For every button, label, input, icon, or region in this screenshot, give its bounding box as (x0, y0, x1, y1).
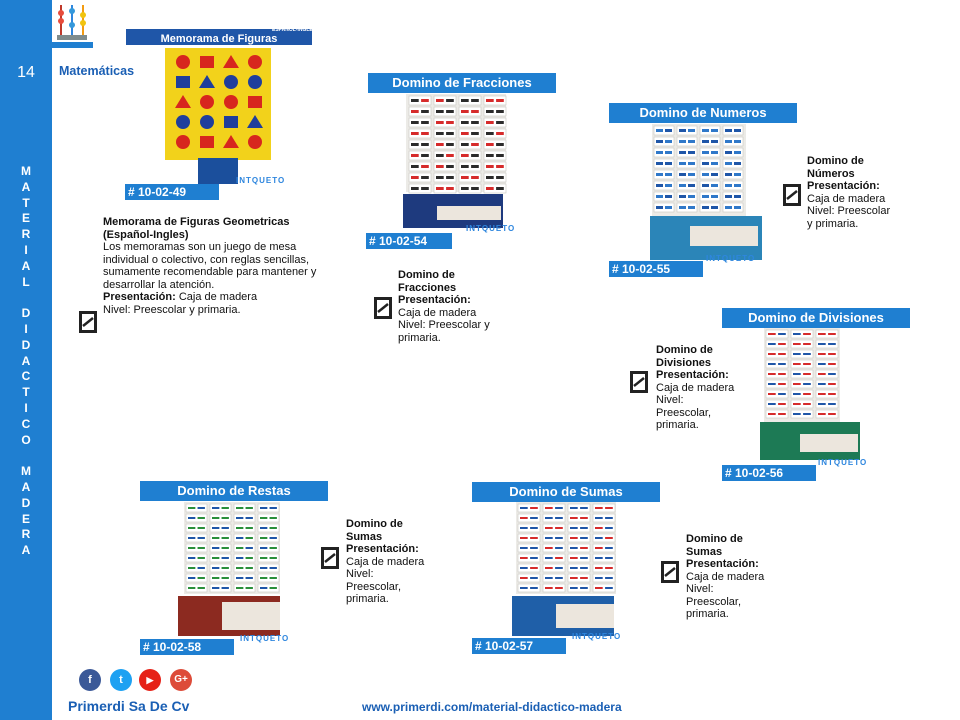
book-icon (78, 310, 98, 334)
side-letter: L (22, 274, 30, 289)
side-letter: A (21, 543, 31, 558)
book-icon (629, 370, 649, 394)
book-icon (320, 546, 340, 570)
fracciones-image (403, 94, 560, 234)
side-letter: D (21, 495, 31, 510)
fracciones-title: Domino de Fracciones (368, 73, 556, 93)
side-letter: R (21, 227, 31, 242)
sumas-image (512, 502, 662, 642)
numeros-description: Domino de Números Presentación: Caja de madera Nivel: Preescolar y primaria. (807, 155, 891, 230)
divisiones-title: Domino de Divisiones (722, 308, 910, 328)
memorama-code: # 10-02-49 (125, 184, 219, 200)
restas-brand: INTQUETO (240, 634, 290, 643)
side-letter: T (22, 385, 30, 400)
side-letter: A (21, 353, 31, 368)
facebook-icon[interactable]: f (79, 669, 101, 691)
memorama-brand: INTQUETO (236, 176, 286, 185)
side-letter: C (21, 369, 31, 384)
sumas-description: Domino de Sumas Presentación: Caja de madera Nivel: Preescolar, primaria. (686, 533, 765, 620)
numeros-code: # 10-02-55 (609, 261, 703, 277)
side-letter: A (21, 479, 31, 494)
side-letter: C (21, 416, 31, 431)
book-icon (782, 183, 802, 207)
side-letter: M (21, 464, 31, 479)
memorama-title: Memorama de Figuras (125, 28, 313, 46)
numeros-image (650, 124, 800, 264)
fracciones-description: Domino de Fracciones Presentación: Caja de madera Nivel: Preescolar y primaria. (398, 269, 490, 344)
memorama-image (165, 48, 313, 184)
numeros-brand: INTQUETO (706, 254, 756, 263)
side-letter (24, 290, 27, 306)
side-vertical-title (0, 164, 52, 559)
sumas-title: Domino de Sumas (472, 482, 660, 502)
side-letter: T (22, 195, 30, 210)
side-letter: R (21, 527, 31, 542)
side-letter: I (24, 242, 28, 257)
memorama-header-sub: ESPAÑOL-INGLES (272, 27, 317, 33)
page-number: 14 (17, 64, 35, 81)
side-letter: E (21, 211, 30, 226)
divisiones-code: # 10-02-56 (722, 465, 816, 481)
book-icon (373, 296, 393, 320)
restas-title: Domino de Restas (140, 481, 328, 501)
side-letter: I (24, 321, 28, 336)
sumas-code: # 10-02-57 (472, 638, 566, 654)
primerdi-logo[interactable] (52, 0, 93, 48)
side-letter: M (21, 164, 31, 178)
restas-image (178, 502, 328, 642)
abacus-logo-icon (57, 3, 87, 41)
restas-description: Domino de Sumas Presentación: Caja de madera Nivel: Preescolar, primaria. (346, 518, 425, 605)
restas-code: # 10-02-58 (140, 639, 234, 655)
twitter-icon[interactable]: t (110, 669, 132, 691)
youtube-icon[interactable]: ▶ (139, 669, 161, 691)
divisiones-image (760, 328, 910, 464)
sumas-brand: INTQUETO (572, 632, 622, 641)
google-plus-icon[interactable]: G+ (170, 669, 192, 691)
side-letter: D (21, 337, 31, 352)
company-name: Primerdi Sa De Cv (68, 698, 190, 714)
divisiones-brand: INTQUETO (818, 458, 868, 467)
fracciones-code: # 10-02-54 (366, 233, 452, 249)
side-letter: E (21, 511, 30, 526)
fracciones-brand: INTQUETO (466, 224, 516, 233)
side-letter: O (21, 432, 31, 447)
side-letter: D (21, 306, 31, 321)
side-letter: A (21, 179, 31, 194)
website-link[interactable]: www.primerdi.com/material-didactico-madera (362, 700, 622, 714)
numeros-title: Domino de Numeros (609, 103, 797, 123)
memorama-description: Memorama de Figuras Geometricas (Español-Ingles) Los memoramas son un juego de mesa individual o colectivo, con reglas sencillas, sumamente recomendable para mantener y desarrollar la atención. Presentación: Caja de madera Nivel: Preescolar y primaria. (103, 216, 317, 316)
section-label: Matemáticas (59, 64, 135, 78)
side-letter: A (21, 258, 31, 273)
side-letter (24, 448, 27, 464)
divisiones-description: Domino de Divisiones Presentación: Caja de madera Nivel: Preescolar, primaria. (656, 344, 735, 431)
book-icon (660, 560, 680, 584)
side-letter: I (24, 400, 28, 415)
